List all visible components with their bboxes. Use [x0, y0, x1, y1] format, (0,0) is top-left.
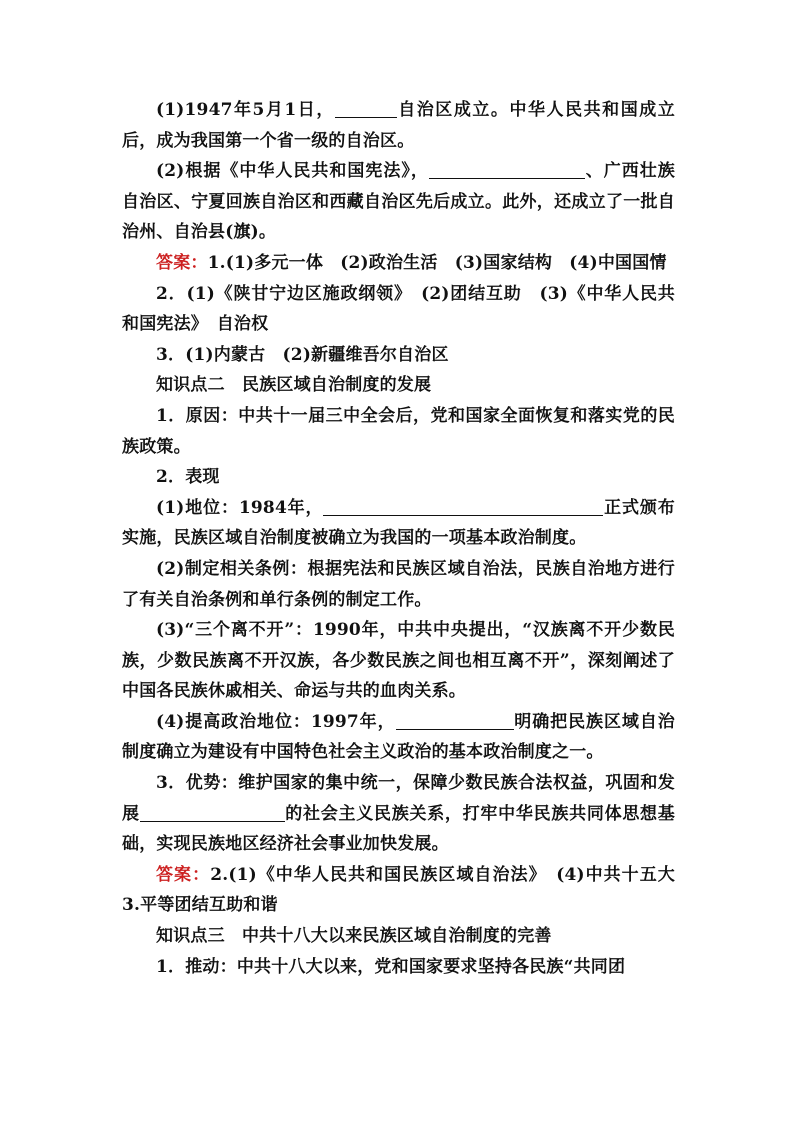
section2-item-2-4: (4)提高政治地位：1997年， 明确把民族区域自治制度确立为建设有中国特色社会主义政治的基本政治制度之一。 [122, 711, 675, 763]
section2-item-2-2: (2)制定相关条例：根据宪法和民族区域自治法，民族自治地方进行了有关自治条例和单行条例的制定工作。 [122, 558, 675, 610]
answer-blank[interactable] [429, 161, 585, 179]
answer-blank[interactable] [396, 712, 514, 730]
answer-blank[interactable] [335, 100, 397, 118]
section2-item-2-1: (1)地位：1984年， 正式颁布实施，民族区域自治制度被确立为我国的一项基本政治制度。 [122, 497, 675, 549]
section3-item-1: 1．推动：中共十八大以来，党和国家要求坚持各民族“共同团 [156, 956, 626, 977]
section2-item-3: 3．优势：维护国家的集中统一，保障少数民族合法权益，巩固和发展 的社会主义民族关系，打牢中华民族共同体思想基础，实现民族地区经济社会事业加快发展。 [122, 773, 676, 855]
question-1-1: (1)1947年5月1日， 自治区成立。中华人民共和国成立后，成为我国第一个省一级的自治区。 [122, 100, 675, 151]
answer-block-2: 答案：2.(1)《中华人民共和国民族区域自治法》 (4)中共十五大 3.平等团结互助和谐 [122, 864, 693, 916]
document-page [122, 95, 693, 982]
section-heading-2: 知识点二 民族区域自治制度的发展 [156, 375, 432, 396]
section2-item-2: 2．表现 [156, 467, 220, 488]
section-heading-3: 知识点三 中共十八大以来民族区域自治制度的完善 [156, 926, 552, 947]
answer-blank[interactable] [140, 804, 285, 822]
answer-label: 答案： [156, 864, 211, 885]
answer-1-item-2: 2．(1)《陕甘宁边区施政纲领》 (2)团结互助 (3)《中华人民共和国宪法》 自治权 [122, 283, 675, 335]
answer-blank[interactable] [323, 498, 603, 516]
answer-block-1: 答案：1.(1)多元一体 (2)政治生活 (3)国家结构 (4)中国国情 [156, 252, 667, 273]
question-1-2: (2)根据《中华人民共和国宪法》， 、广西壮族自治区、宁夏回族自治区和西藏自治区先后成立。此外，还成立了一批自治州、自治县(旗)。 [122, 161, 675, 243]
section2-item-1: 1．原因：中共十一届三中全会后，党和国家全面恢复和落实党的民族政策。 [122, 405, 675, 457]
answer-1-item-3: 3．(1)内蒙古 (2)新疆维吾尔自治区 [156, 344, 449, 365]
section2-item-2-3: (3)“三个离不开”：1990年，中共中央提出，“汉族离不开少数民族，少数民族离不开汉族，各少数民族之间也相互离不开”，深刻阐述了中国各民族休戚相关、命运与共的血肉关系。 [122, 620, 675, 702]
answer-label: 答案： [156, 252, 208, 273]
